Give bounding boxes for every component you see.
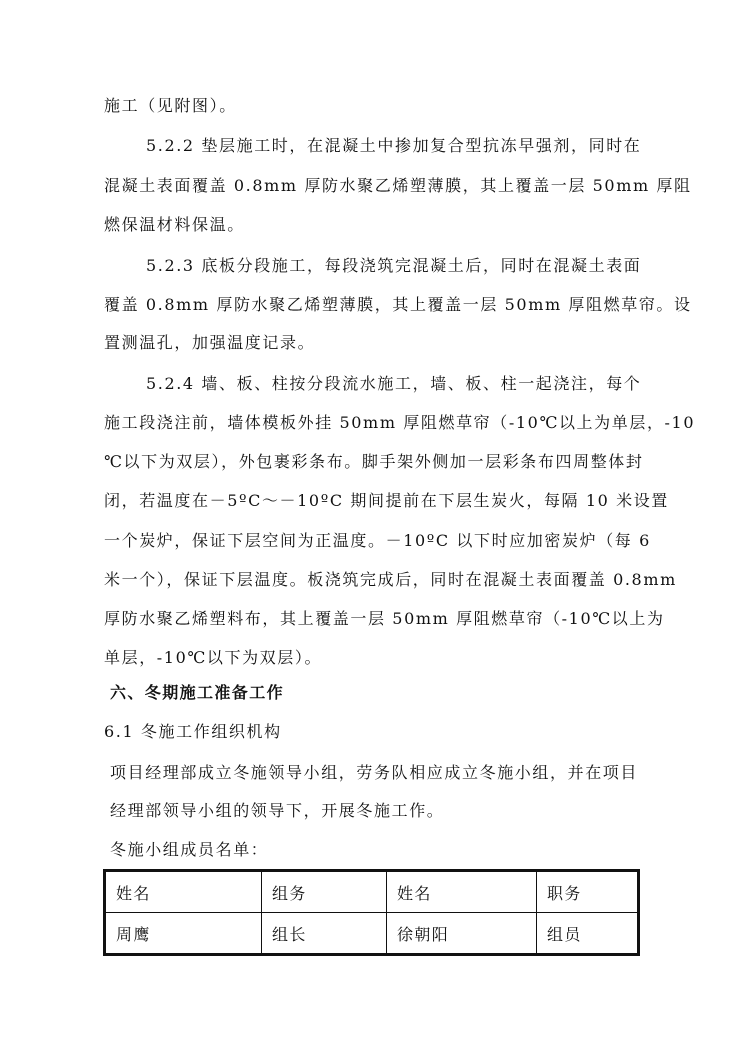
table-caption: 冬施小组成员名单： bbox=[110, 840, 269, 859]
paragraph-line: 混凝土表面覆盖 0.8mm 厚防水聚乙烯塑薄膜，其上覆盖一层 50mm 厚阻 bbox=[104, 176, 692, 195]
header-cell: 姓名 bbox=[387, 871, 537, 913]
paragraph-line: 5.2.4 墙、板、柱按分段流水施工，墙、板、柱一起浇注，每个 bbox=[146, 374, 642, 393]
body-line: 经理部领导小组的领导下，开展冬施工作。 bbox=[110, 801, 445, 820]
paragraph-line: 燃保温材料保温。 bbox=[104, 215, 245, 234]
paragraph-line: 施工段浇注前，墙体模板外挂 50mm 厚阻燃草帘（-10℃以上为单层，-10 bbox=[104, 413, 696, 432]
paragraph-line: ℃以下为双层），外包裹彩条布。脚手架外侧加一层彩条布四周整体封 bbox=[104, 452, 644, 471]
table-cell: 徐朝阳 bbox=[387, 913, 537, 955]
table-cell: 组长 bbox=[262, 913, 387, 955]
member-table bbox=[103, 869, 640, 956]
paragraph-line: 单层，-10℃以下为双层）。 bbox=[104, 648, 323, 667]
table-row bbox=[105, 913, 639, 955]
paragraph-line: 闭，若温度在－5ºC～－10ºC 期间提前在下层生炭火，每隔 10 米设置 bbox=[104, 491, 669, 510]
paragraph-line: 一个炭炉，保证下层空间为正温度。－10ºC 以下时应加密炭炉（每 6 bbox=[104, 531, 651, 550]
header-cell: 姓名 bbox=[105, 871, 262, 913]
section-heading: 六、冬期施工准备工作 bbox=[110, 683, 285, 702]
subsection-title: 6.1 冬施工作组织机构 bbox=[104, 722, 282, 741]
body-line: 项目经理部成立冬施领导小组，劳务队相应成立冬施小组，并在项目 bbox=[110, 763, 639, 782]
table-cell: 周鹰 bbox=[105, 913, 262, 955]
header-cell: 职务 bbox=[537, 871, 639, 913]
paragraph-line: 厚防水聚乙烯塑料布，其上覆盖一层 50mm 厚阻燃草帘（-10℃以上为 bbox=[104, 609, 665, 628]
paragraph-line: 5.2.3 底板分段施工，每段浇筑完混凝土后，同时在混凝土表面 bbox=[146, 256, 642, 275]
paragraph-line: 置测温孔，加强温度记录。 bbox=[104, 333, 316, 352]
header-cell: 组务 bbox=[262, 871, 387, 913]
table-header-row bbox=[105, 871, 639, 913]
paragraph-line: 覆盖 0.8mm 厚防水聚乙烯塑薄膜，其上覆盖一层 50mm 厚阻燃草帘。设 bbox=[104, 295, 692, 314]
table-cell: 组员 bbox=[537, 913, 639, 955]
paragraph-line: 施工（见附图）。 bbox=[104, 96, 237, 115]
paragraph-line: 5.2.2 垫层施工时，在混凝土中掺加复合型抗冻早强剂，同时在 bbox=[146, 136, 642, 155]
paragraph-line: 米一个），保证下层温度。板浇筑完成后，同时在混凝土表面覆盖 0.8mm bbox=[104, 570, 677, 589]
